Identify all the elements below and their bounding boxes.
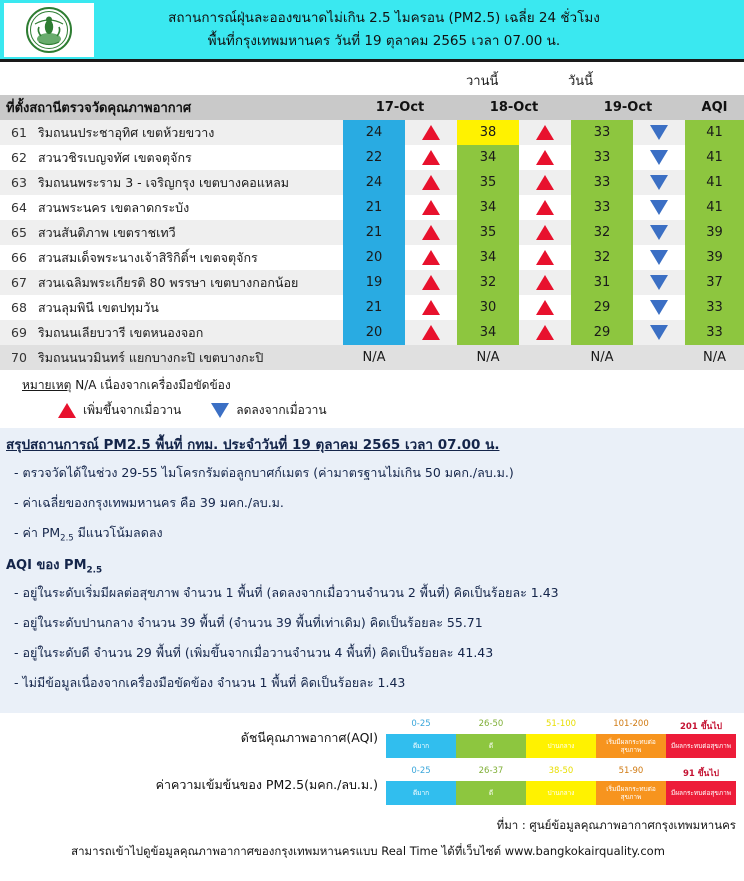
arrow-down-icon (650, 300, 668, 315)
trend-subscript: 2.5 (60, 533, 74, 544)
trend-18-to-19 (519, 145, 571, 170)
value-18oct: 35 (457, 220, 519, 245)
summary-title: สรุปสถานการณ์ PM2.5 พื้นที่ กทม. ประจำวันที่ 19 ตุลาคม 2565 เวลา 07.00 น. (6, 437, 500, 453)
arrow-up-icon (536, 275, 554, 290)
arrow-up-icon (58, 403, 76, 418)
scale-legend-bar (386, 766, 736, 805)
arrow-up-icon (536, 250, 554, 265)
scale-range-label: 26-37 (478, 766, 504, 777)
arrow-up-icon (422, 225, 440, 240)
trend-prefix: - ค่า PM (14, 525, 61, 540)
column-header-19oct: 19-Oct (603, 100, 653, 115)
aqi-head-subscript: 2.5 (86, 565, 103, 576)
trend-aqi (633, 145, 685, 170)
table-row (0, 170, 744, 195)
value-19oct: N/A (590, 350, 614, 365)
value-18oct: 34 (457, 320, 519, 345)
trend-18-to-19 (519, 220, 571, 245)
station-name: สวนสันติภาพ เขตราชเทวี (38, 224, 176, 240)
value-19oct: 29 (571, 320, 633, 345)
remark-line (22, 376, 744, 395)
station-name: สวนพระนคร เขตลาดกระบัง (38, 199, 190, 215)
value-18oct: N/A (476, 350, 500, 365)
arrow-up-icon (536, 325, 554, 340)
station-name: สวนเฉลิมพระเกียรติ 80 พรรษา เขตบางกอกน้อย (38, 274, 299, 290)
scale-level-cell: มีผลกระทบต่อสุขภาพ (666, 734, 736, 758)
table-row (0, 320, 744, 345)
row-number: 69 (11, 325, 27, 340)
table-row (0, 295, 744, 320)
value-17oct: 24 (343, 120, 405, 145)
day-label-row (0, 62, 744, 95)
trend-17-to-18 (405, 270, 457, 295)
value-19oct: 32 (571, 245, 633, 270)
aqi-head-prefix: AQI ของ PM (6, 557, 87, 573)
label-today: วันนี้ (568, 74, 594, 89)
value-18oct: 30 (457, 295, 519, 320)
arrow-down-icon (650, 225, 668, 240)
arrow-down-label: ลดลงจากเมื่อวาน (236, 403, 327, 417)
value-aqi: 37 (685, 270, 744, 295)
table-row (0, 195, 744, 220)
arrow-up-icon (422, 300, 440, 315)
value-18oct: 34 (457, 195, 519, 220)
table-body (0, 120, 744, 370)
page-title: สถานการณ์ฝุ่นละอองขนาดไม่เกิน 2.5 ไมครอน (PM2.5) เฉลี่ย 24 ชั่วโมง (168, 9, 600, 26)
value-18oct: 34 (457, 145, 519, 170)
trend-aqi (633, 345, 685, 370)
value-aqi: 33 (685, 295, 744, 320)
arrow-up-icon (422, 200, 440, 215)
aqi-bullet: - อยู่ในระดับปานกลาง จำนวน 39 พื้นที่ (จำนวน 39 พื้นที่เท่าเดิม) คิดเป็นร้อยละ 55.71 (14, 615, 483, 631)
scale-legend-label: ดัชนีคุณภาพอากาศ(AQI) (240, 730, 378, 746)
column-header-17oct: 17-Oct (375, 100, 425, 115)
value-aqi: 39 (685, 220, 744, 245)
arrow-up-icon (422, 150, 440, 165)
trend-aqi (633, 320, 685, 345)
scale-level-cell: ปานกลาง (526, 734, 596, 758)
value-19oct: 33 (571, 145, 633, 170)
trend-18-to-19 (519, 345, 571, 370)
value-17oct: 21 (343, 195, 405, 220)
page-subtitle: พื้นที่กรุงเทพมหานคร วันที่ 19 ตุลาคม 2565 เวลา 07.00 น. (207, 32, 561, 49)
trend-18-to-19 (519, 245, 571, 270)
scale-level-cell: ดี (456, 781, 526, 805)
value-aqi: 41 (685, 195, 744, 220)
table-row (0, 145, 744, 170)
bma-seal-icon (21, 6, 77, 54)
trend-18-to-19 (519, 295, 571, 320)
trend-aqi (633, 220, 685, 245)
arrow-up-icon (422, 325, 440, 340)
arrow-up-icon (536, 300, 554, 315)
station-data-table (0, 95, 744, 370)
table-row (0, 245, 744, 270)
scale-range-label: 0-25 (411, 766, 431, 777)
trend-18-to-19 (519, 320, 571, 345)
arrow-down-icon (650, 125, 668, 140)
arrow-down-icon (650, 175, 668, 190)
header-title-block (94, 7, 744, 53)
scale-level-cells (386, 734, 736, 758)
value-17oct: 20 (343, 245, 405, 270)
scale-range-label: 51-100 (545, 719, 577, 730)
scale-range-label: 26-50 (478, 719, 504, 730)
arrow-down-icon (650, 325, 668, 340)
scale-range-label: 38-50 (548, 766, 574, 777)
station-name: ริมถนนพระราม 3 - เจริญกรุง เขตบางคอแหลม (38, 174, 290, 190)
value-19oct: 32 (571, 220, 633, 245)
trend-17-to-18 (405, 245, 457, 270)
summary-block (0, 428, 744, 713)
scale-range-label: 201 ขึ้นไป (680, 722, 722, 733)
arrow-up-icon (422, 250, 440, 265)
table-header-row (0, 95, 744, 120)
scale-level-cells (386, 781, 736, 805)
trend-17-to-18 (405, 195, 457, 220)
table-row (0, 345, 744, 370)
station-name: ริมถนนนวมินทร์ แยกบางกะปิ เขตบางกะปิ (38, 349, 264, 365)
value-aqi: 41 (685, 170, 744, 195)
report-footer (0, 813, 744, 861)
row-number: 70 (11, 350, 27, 365)
value-17oct: 21 (343, 295, 405, 320)
station-name: ริมถนนประชาอุทิศ เขตห้วยขวาง (38, 124, 215, 140)
value-18oct: 34 (457, 245, 519, 270)
arrow-legend (58, 401, 744, 420)
report-header (0, 0, 744, 62)
aqi-section-heading (6, 554, 744, 576)
value-18oct: 32 (457, 270, 519, 295)
value-19oct: 33 (571, 120, 633, 145)
scale-range-labels (386, 719, 736, 734)
aqi-bullet: - อยู่ในระดับดี จำนวน 29 พื้นที่ (เพิ่มขึ้นจากเมื่อวานจำนวน 4 พื้นที่) คิดเป็นร้อยละ 41.43 (14, 645, 494, 661)
arrow-down-icon (211, 403, 229, 418)
arrow-down-icon (650, 200, 668, 215)
value-aqi: 39 (685, 245, 744, 270)
trend-aqi (633, 195, 685, 220)
trend-17-to-18 (405, 220, 457, 245)
row-number: 67 (11, 275, 27, 290)
value-19oct: 33 (571, 170, 633, 195)
scale-legend-row (6, 719, 744, 758)
value-19oct: 31 (571, 270, 633, 295)
remark-text: N/A เนื่องจากเครื่องมือขัดข้อง (75, 378, 231, 392)
trend-aqi (633, 295, 685, 320)
column-header-aqi: AQI (701, 100, 728, 115)
trend-aqi (633, 270, 685, 295)
trend-17-to-18 (405, 345, 457, 370)
value-17oct: N/A (362, 350, 386, 365)
row-number: 61 (11, 125, 27, 140)
scale-range-labels (386, 766, 736, 781)
trend-aqi (633, 170, 685, 195)
station-name: ริมถนนเลียบวารี เขตหนองจอก (38, 324, 204, 340)
trend-18-to-19 (519, 270, 571, 295)
footer-source: ที่มา : ศูนย์ข้อมูลคุณภาพอากาศกรุงเทพมหานคร (496, 818, 736, 833)
value-aqi: 33 (685, 320, 744, 345)
trend-17-to-18 (405, 170, 457, 195)
scale-level-cell: เริ่มมีผลกระทบต่อสุขภาพ (596, 781, 666, 805)
aqi-bullet: - อยู่ในระดับเริ่มมีผลต่อสุขภาพ จำนวน 1 พื้นที่ (ลดลงจากเมื่อวานจำนวน 2 พื้นที่) คิดเป็นร้อยละ 1.43 (14, 585, 559, 601)
row-number: 66 (11, 250, 27, 265)
trend-18-to-19 (519, 195, 571, 220)
column-header-18oct: 18-Oct (489, 100, 539, 115)
scale-legend-label: ค่าความเข้มข้นของ PM2.5(มคก./ลบ.ม.) (155, 777, 378, 793)
table-row (0, 120, 744, 145)
notes-block (0, 370, 744, 420)
table-row (0, 220, 744, 245)
value-aqi: N/A (703, 350, 727, 365)
scale-range-label: 91 ขึ้นไป (682, 769, 720, 780)
value-17oct: 20 (343, 320, 405, 345)
trend-18-to-19 (519, 170, 571, 195)
scale-range-label: 101-200 (613, 719, 649, 730)
value-aqi: 41 (685, 145, 744, 170)
trend-17-to-18 (405, 120, 457, 145)
arrow-down-icon (650, 150, 668, 165)
scale-level-cell: เริ่มมีผลกระทบต่อสุขภาพ (596, 734, 666, 758)
footer-website: สามารถเข้าไปดูข้อมูลคุณภาพอากาศของกรุงเทพมหานครแบบ Real Time ได้ที่เว็บไซต์ www.bangkokairquality.com (71, 844, 665, 859)
scale-legend-bar (386, 719, 736, 758)
station-name: สวนสมเด็จพระนางเจ้าสิริกิติ์ฯ เขตจตุจักร (38, 249, 258, 265)
value-18oct: 35 (457, 170, 519, 195)
remark-label: หมายเหตุ (22, 378, 72, 392)
value-17oct: 19 (343, 270, 405, 295)
station-name: สวนลุมพินี เขตปทุมวัน (38, 299, 159, 315)
arrow-up-icon (422, 275, 440, 290)
trend-aqi (633, 120, 685, 145)
value-17oct: 22 (343, 145, 405, 170)
arrow-up-icon (536, 125, 554, 140)
trend-aqi (633, 245, 685, 270)
row-number: 64 (11, 200, 27, 215)
scale-level-cell: ปานกลาง (526, 781, 596, 805)
row-number: 68 (11, 300, 27, 315)
arrow-down-icon (650, 275, 668, 290)
trend-18-to-19 (519, 120, 571, 145)
arrow-up-label: เพิ่มขึ้นจากเมื่อวาน (83, 403, 182, 417)
arrow-up-icon (536, 175, 554, 190)
scale-level-cell: ดีมาก (386, 734, 456, 758)
arrow-up-icon (536, 200, 554, 215)
summary-trend-line (14, 523, 744, 544)
row-number: 63 (11, 175, 27, 190)
arrow-up-icon (536, 150, 554, 165)
trend-17-to-18 (405, 295, 457, 320)
summary-bullet: - ตรวจวัดได้ในช่วง 29-55 ไมโครกรัมต่อลูกบาศก์เมตร (ค่ามาตรฐานไม่เกิน 50 มคก./ลบ.ม.) (14, 465, 514, 480)
arrow-up-icon (422, 125, 440, 140)
scale-level-cell: มีผลกระทบต่อสุขภาพ (666, 781, 736, 805)
bma-logo-container (4, 3, 94, 57)
column-header-station: ที่ตั้งสถานีตรวจวัดคุณภาพอากาศ (6, 101, 192, 116)
scale-level-cell: ดี (456, 734, 526, 758)
station-name: สวนวชิรเบญจทัศ เขตจตุจักร (38, 149, 192, 165)
value-aqi: 41 (685, 120, 744, 145)
scale-range-label: 0-25 (411, 719, 431, 730)
trend-17-to-18 (405, 145, 457, 170)
aqi-bullet: - ไม่มีข้อมูลเนื่องจากเครื่องมือขัดข้อง จำนวน 1 พื้นที่ คิดเป็นร้อยละ 1.43 (14, 675, 406, 691)
value-19oct: 33 (571, 195, 633, 220)
trend-17-to-18 (405, 320, 457, 345)
scale-legend-row (6, 766, 744, 805)
color-scale-legends (0, 719, 744, 805)
value-17oct: 21 (343, 220, 405, 245)
row-number: 65 (11, 225, 27, 240)
value-18oct: 38 (457, 120, 519, 145)
table-row (0, 270, 744, 295)
value-19oct: 29 (571, 295, 633, 320)
label-yesterday: วานนี้ (466, 74, 499, 89)
arrow-up-icon (536, 225, 554, 240)
trend-suffix: มีแนวโน้มลดลง (73, 525, 163, 540)
arrow-down-icon (650, 250, 668, 265)
scale-range-label: 51-90 (618, 766, 644, 777)
value-17oct: 24 (343, 170, 405, 195)
row-number: 62 (11, 150, 27, 165)
scale-level-cell: ดีมาก (386, 781, 456, 805)
arrow-up-icon (422, 175, 440, 190)
summary-bullet: - ค่าเฉลี่ยของกรุงเทพมหานคร คือ 39 มคก./ลบ.ม. (14, 495, 284, 510)
